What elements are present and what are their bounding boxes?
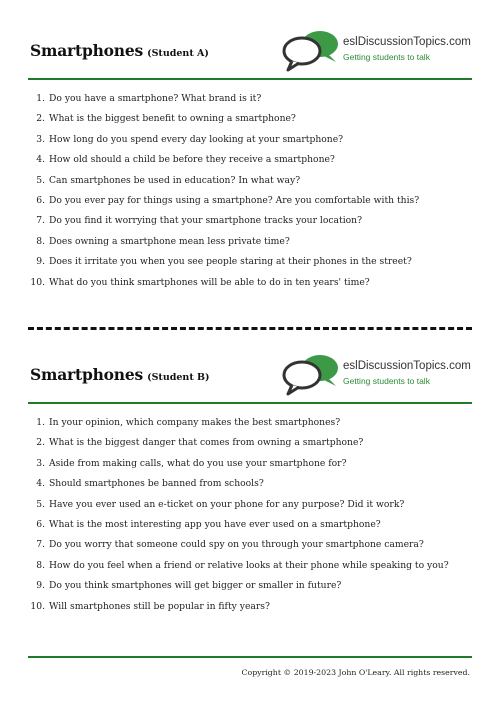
copyright-notice: Copyright © 2019-2023 John O'Leary. All rights reserved. [241,668,470,677]
question-number: 9. [36,580,45,592]
question-item [28,559,472,579]
question-number: 6. [36,194,45,206]
question-item [28,538,472,558]
question-number: 7. [36,539,45,551]
question-number: 8. [36,235,45,247]
question-text: How do you feel when a friend or relative looks at their phone while speaking to you? [49,559,449,571]
question-item [28,416,472,436]
question-text: How long do you spend every day looking at your smartphone? [49,133,344,145]
question-item [28,436,472,456]
question-text: Does owning a smartphone mean less private time? [49,235,290,247]
student-a-section [28,28,472,296]
question-text: Do you have a smartphone? What brand is it? [49,93,262,104]
question-item [28,133,472,153]
question-item [28,579,472,599]
question-item [28,457,472,477]
site-logo [280,352,474,398]
question-text: What is the biggest danger that comes from owning a smartphone? [49,437,364,449]
question-item [28,276,472,296]
question-item [28,112,472,132]
question-text: Do you think smartphones will get bigger or smaller in future? [49,580,342,592]
question-text: Does it irritate you when you see people staring at their phones in the street? [49,256,412,268]
student-b-title [30,365,210,384]
question-item [28,153,472,173]
question-number: 2. [36,113,45,125]
question-text: In your opinion, which company makes the best smartphones? [49,417,341,428]
student-b-subtitle: (Student B) [147,372,210,383]
question-number: 1. [36,93,45,104]
logo-tagline: Getting students to talk [343,52,430,62]
student-a-title-text: Smartphones [30,41,144,60]
question-item [28,174,472,194]
student-b-header [28,352,472,402]
question-text: Have you ever used an e-ticket on your phone for any purpose? Did it work? [49,498,405,510]
question-text: Should smartphones be banned from schools? [49,478,264,490]
logo-tagline: Getting students to talk [343,376,430,386]
question-number: 3. [36,457,45,469]
question-number: 10. [30,600,45,612]
student-b-title-text: Smartphones [30,365,144,384]
question-number: 1. [36,417,45,428]
question-item [28,498,472,518]
question-number: 7. [36,215,45,227]
question-text: Aside from making calls, what do you use your smartphone for? [49,457,347,469]
question-item [28,92,472,112]
cut-line-divider [28,327,472,330]
question-number: 3. [36,133,45,145]
speech-bubbles-icon [280,28,342,74]
logo-name: eslDiscussionTopics.com [343,36,471,48]
student-b-questions [28,416,472,620]
question-item [28,214,472,234]
question-text: Do you find it worrying that your smartphone tracks your location? [49,215,363,227]
logo-name: eslDiscussionTopics.com [343,360,471,372]
question-number: 4. [36,154,45,166]
question-text: What do you think smartphones will be able to do in ten years' time? [49,276,370,288]
question-number: 5. [36,174,45,186]
question-item [28,477,472,497]
question-number: 5. [36,498,45,510]
question-text: Do you worry that someone could spy on you through your smartphone camera? [49,539,424,551]
student-a-subtitle: (Student A) [147,48,209,59]
student-a-header [28,28,472,78]
header-divider [28,78,472,80]
question-number: 9. [36,256,45,268]
question-number: 2. [36,437,45,449]
question-item [28,518,472,538]
speech-bubbles-icon [280,352,342,398]
question-item [28,235,472,255]
student-a-title [30,41,209,60]
student-b-section [28,352,472,620]
site-logo [280,28,474,74]
question-number: 4. [36,478,45,490]
question-text: How old should a child be before they receive a smartphone? [49,154,335,166]
question-item [28,600,472,620]
question-text: What is the biggest benefit to owning a smartphone? [49,113,296,125]
question-number: 8. [36,559,45,571]
question-text: Will smartphones still be popular in fifty years? [49,600,270,612]
question-text: Can smartphones be used in education? In what way? [49,174,301,186]
question-item [28,255,472,275]
student-a-questions [28,92,472,296]
question-item [28,194,472,214]
question-number: 10. [30,276,45,288]
question-text: What is the most interesting app you have ever used on a smartphone? [49,518,381,530]
question-number: 6. [36,518,45,530]
footer-divider [28,656,472,658]
question-text: Do you ever pay for things using a smartphone? Are you comfortable with this? [49,194,420,206]
header-divider [28,402,472,404]
